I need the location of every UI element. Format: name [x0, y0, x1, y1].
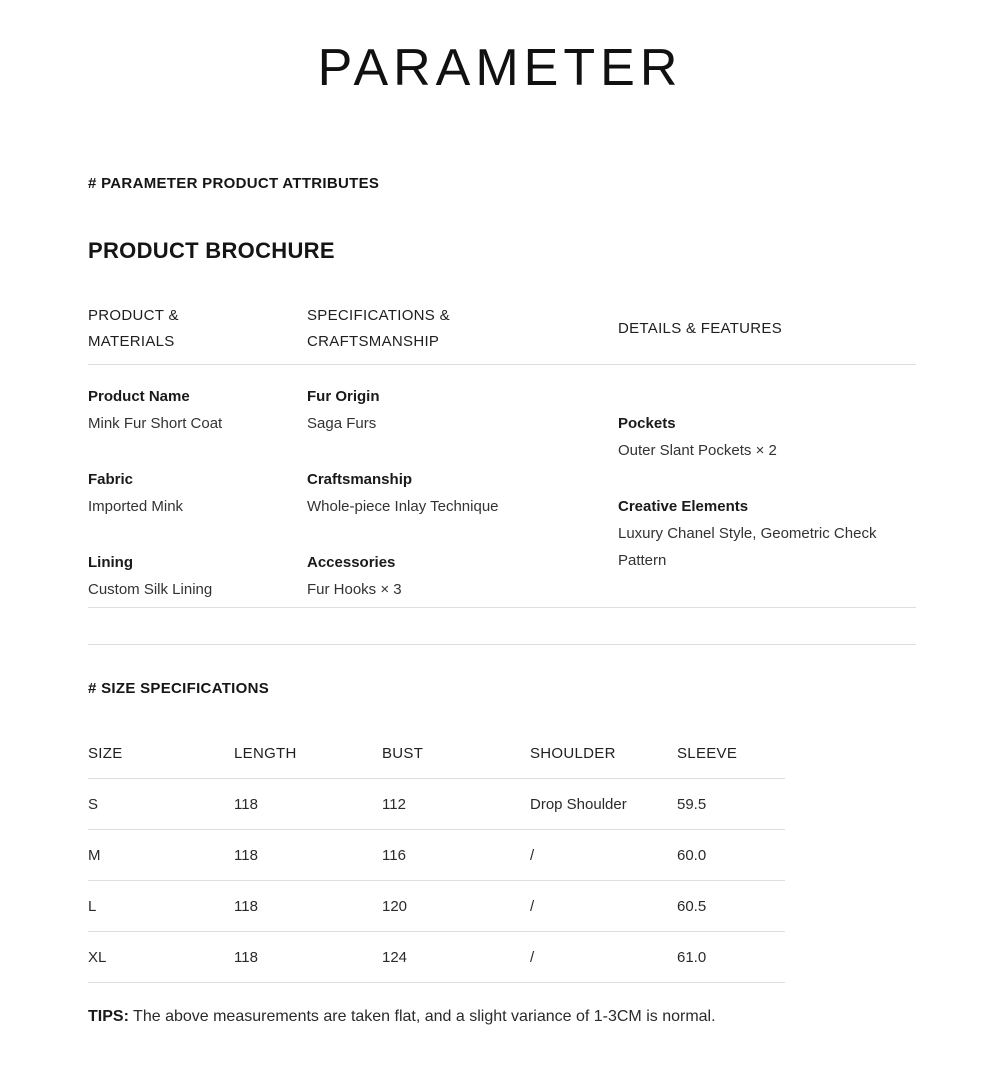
- attribute-label: Pockets: [618, 415, 676, 432]
- column-header-details-features: DETAILS & FEATURES: [618, 320, 783, 337]
- page-title: PARAMETER: [317, 39, 683, 97]
- attribute-value: Custom Silk Lining: [88, 581, 213, 598]
- attribute-label: Lining: [88, 554, 133, 571]
- attributes-heading: # PARAMETER PRODUCT ATTRIBUTES: [88, 175, 380, 192]
- size-table: [88, 745, 785, 983]
- size-cell: M: [88, 830, 234, 881]
- tips-label: TIPS:: [88, 1008, 129, 1025]
- attribute-label: Craftsmanship: [307, 471, 413, 488]
- column-header-product-materials: PRODUCT & MATERIALS: [88, 307, 179, 350]
- size-cell: 118: [234, 779, 382, 830]
- attribute-group: [88, 383, 307, 437]
- column-product-materials: [88, 383, 307, 603]
- attribute-group: [307, 466, 618, 520]
- size-cell: 118: [234, 932, 382, 983]
- size-cell: 124: [382, 932, 530, 983]
- attribute-value: Whole-piece Inlay Technique: [307, 498, 499, 515]
- attribute-label: Product Name: [88, 388, 190, 405]
- attribute-group: [618, 410, 916, 464]
- attribute-group: [88, 466, 307, 520]
- attribute-value: Outer Slant Pockets × 2: [618, 442, 777, 459]
- column-details-features: [618, 383, 916, 603]
- brochure-header-row: [88, 303, 916, 365]
- size-cell: 120: [382, 881, 530, 932]
- section-divider: [88, 644, 916, 645]
- size-cell: Drop Shoulder: [530, 779, 677, 830]
- size-cell: L: [88, 881, 234, 932]
- size-cell: 60.0: [677, 830, 785, 881]
- attribute-group: [307, 549, 618, 603]
- size-col-header-bust: BUST: [382, 745, 530, 779]
- size-row-s: [88, 779, 785, 830]
- attribute-group: [88, 549, 307, 603]
- size-cell: /: [530, 932, 677, 983]
- column-header-specifications-craftsmanship: SPECIFICATIONS & CRAFTSMANSHIP: [307, 307, 450, 350]
- brochure-header-cell: [307, 303, 618, 355]
- size-col-header-size: SIZE: [88, 745, 234, 779]
- attribute-group: [618, 493, 916, 574]
- attribute-group: [307, 383, 618, 437]
- size-cell: 118: [234, 830, 382, 881]
- size-table-header-row: [88, 745, 785, 779]
- size-row-l: [88, 881, 785, 932]
- tips-note: [88, 1007, 1000, 1026]
- attribute-value: Mink Fur Short Coat: [88, 415, 223, 432]
- size-col-header-sleeve: SLEEVE: [677, 745, 785, 779]
- size-specifications-heading: # SIZE SPECIFICATIONS: [88, 680, 270, 697]
- size-cell: 60.5: [677, 881, 785, 932]
- size-cell: S: [88, 779, 234, 830]
- attribute-label: Accessories: [307, 554, 396, 571]
- size-cell: /: [530, 881, 677, 932]
- size-cell: 116: [382, 830, 530, 881]
- attribute-value: Fur Hooks × 3: [307, 581, 402, 598]
- size-row-m: [88, 830, 785, 881]
- size-cell: 59.5: [677, 779, 785, 830]
- attribute-value: Luxury Chanel Style, Geometric Check Pattern: [618, 525, 877, 569]
- attribute-value: Imported Mink: [88, 498, 184, 515]
- tips-text: The above measurements are taken flat, and a slight variance of 1-3CM is normal.: [133, 1008, 716, 1025]
- attribute-label: Fabric: [88, 471, 134, 488]
- product-brochure-table: [88, 303, 916, 608]
- size-row-xl: [88, 932, 785, 983]
- size-cell: 118: [234, 881, 382, 932]
- brochure-body: [88, 365, 916, 608]
- size-cell: 61.0: [677, 932, 785, 983]
- size-col-header-shoulder: SHOULDER: [530, 745, 677, 779]
- size-col-header-length: LENGTH: [234, 745, 382, 779]
- attribute-label: Creative Elements: [618, 498, 749, 515]
- size-cell: 112: [382, 779, 530, 830]
- brochure-title: PRODUCT BROCHURE: [88, 238, 335, 263]
- size-cell: /: [530, 830, 677, 881]
- size-cell: XL: [88, 932, 234, 983]
- column-specifications-craftsmanship: [307, 383, 618, 603]
- attribute-value: Saga Furs: [307, 415, 377, 432]
- brochure-header-cell: [618, 316, 916, 342]
- brochure-header-cell: [88, 303, 307, 355]
- attribute-label: Fur Origin: [307, 388, 380, 405]
